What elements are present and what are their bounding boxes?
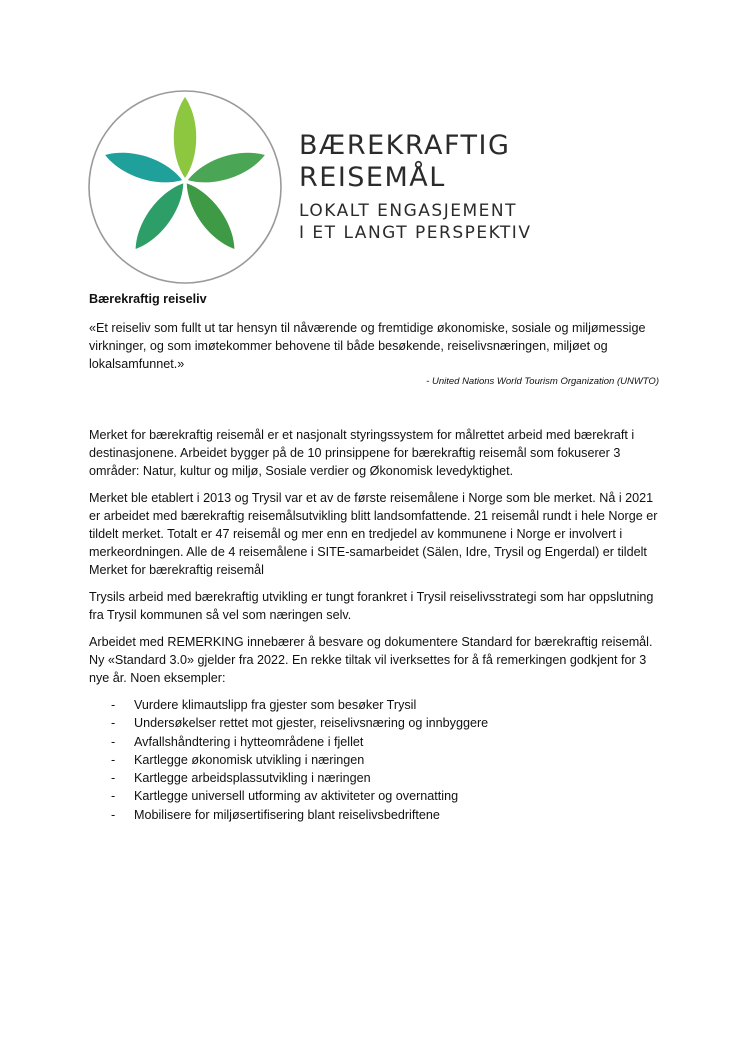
- list-item: [89, 751, 659, 769]
- list-item: [89, 806, 659, 824]
- document-body: [89, 290, 659, 824]
- list-item-text: Kartlegge universell utforming av aktiviteter og overnatting: [134, 789, 459, 804]
- leaf-top: [174, 97, 197, 178]
- logo-title-line1: BÆREKRAFTIG: [299, 130, 511, 161]
- list-item-text: Avfallshåndtering i hytteområdene i fjellet: [134, 734, 364, 749]
- paragraph: Arbeidet med REMERKING innebærer å besvare og dokumentere Standard for bærekraftig reisemål. Ny «Standard 3.0» gjelder fra 2022. En rekke tiltak vil iverksettes for å få remerkingen godkjent for 3 nye år. Noen eksempler:: [89, 635, 653, 685]
- leaf-left: [102, 144, 186, 190]
- leaf-right: [184, 144, 268, 190]
- bullet-dash: -: [111, 789, 116, 804]
- logo-wordmark: [299, 130, 531, 244]
- list-item: [89, 733, 659, 751]
- bullet-dash: -: [111, 771, 116, 786]
- leaf-bottom-right: [178, 177, 244, 256]
- leaf-bottom-left: [127, 177, 193, 256]
- list-item: [89, 787, 659, 805]
- paragraph: Trysils arbeid med bærekraftig utvikling er tungt forankret i Trysil reiselivsstrategi som har oppslutning fra Trysil kommunen så vel som næringen selv.: [89, 590, 654, 622]
- list-item-text: Undersøkelser rettet mot gjester, reiselivsnæring og innbyggere: [134, 716, 489, 731]
- quote-attribution: - United Nations World Tourism Organization (UNWTO): [426, 376, 659, 387]
- logo-title-line2: REISEMÅL: [299, 162, 446, 193]
- list-item-text: Mobilisere for miljøsertifisering blant reiselivsbedriftene: [134, 807, 440, 822]
- logo-tagline-line2: I ET LANGT PERSPEKTIV: [299, 223, 532, 243]
- list-item: [89, 769, 659, 787]
- bullet-dash: -: [111, 752, 116, 767]
- unwto-quote: «Et reiseliv som fullt ut tar hensyn til nåværende og fremtidige økonomiske, sosiale og miljømessige virkninger, og som imøtekommer behovene til både besøkende, reiselivsnæringen, miljøet og lokalsamfunnet.»: [89, 321, 646, 371]
- list-item-text: Kartlegge arbeidsplassutvikling i næringen: [134, 771, 371, 786]
- examples-list: [89, 696, 659, 824]
- flower-logo-icon: [87, 89, 283, 285]
- bullet-dash: -: [111, 716, 116, 731]
- list-item: [89, 714, 659, 732]
- section-heading: Bærekraftig reiseliv: [89, 292, 207, 306]
- list-item-text: Vurdere klimautslipp fra gjester som besøker Trysil: [134, 698, 417, 712]
- list-item-text: Kartlegge økonomisk utvikling i næringen: [134, 752, 365, 767]
- list-item: [89, 696, 659, 714]
- paragraph: Merket ble etablert i 2013 og Trysil var et av de første reisemålene i Norge som ble merket. Nå i 2021 er arbeidet med bærekraftig reisemålsutvikling blitt landsomfattende. 21 reisemål rundt i hele Norge er tildelt merket. Totalt er 47 reisemål og mer enn en tredjedel av kommunene i Norge er involvert i merkeordningen. Alle de 4 reisemålene i SITE-samarbeidet (Sälen, Idre, Trysil og Engerdal) er tildelt Merket for bærekraftig reisemål: [89, 491, 658, 577]
- bullet-dash: -: [111, 807, 116, 822]
- bullet-dash: -: [111, 734, 116, 749]
- logo-tagline-line1: LOKALT ENGASJEMENT: [299, 201, 517, 221]
- paragraph: Merket for bærekraftig reisemål er et nasjonalt styringssystem for målrettet arbeid med bærekraft i destinasjonene. Arbeidet bygger på de 10 prinsippene for bærekraftig reisemål som fokuserer 3 områder: Natur, kultur og miljø, Sosiale verdier og Økonomisk levedyktighet.: [89, 428, 635, 478]
- bullet-dash: -: [111, 698, 116, 712]
